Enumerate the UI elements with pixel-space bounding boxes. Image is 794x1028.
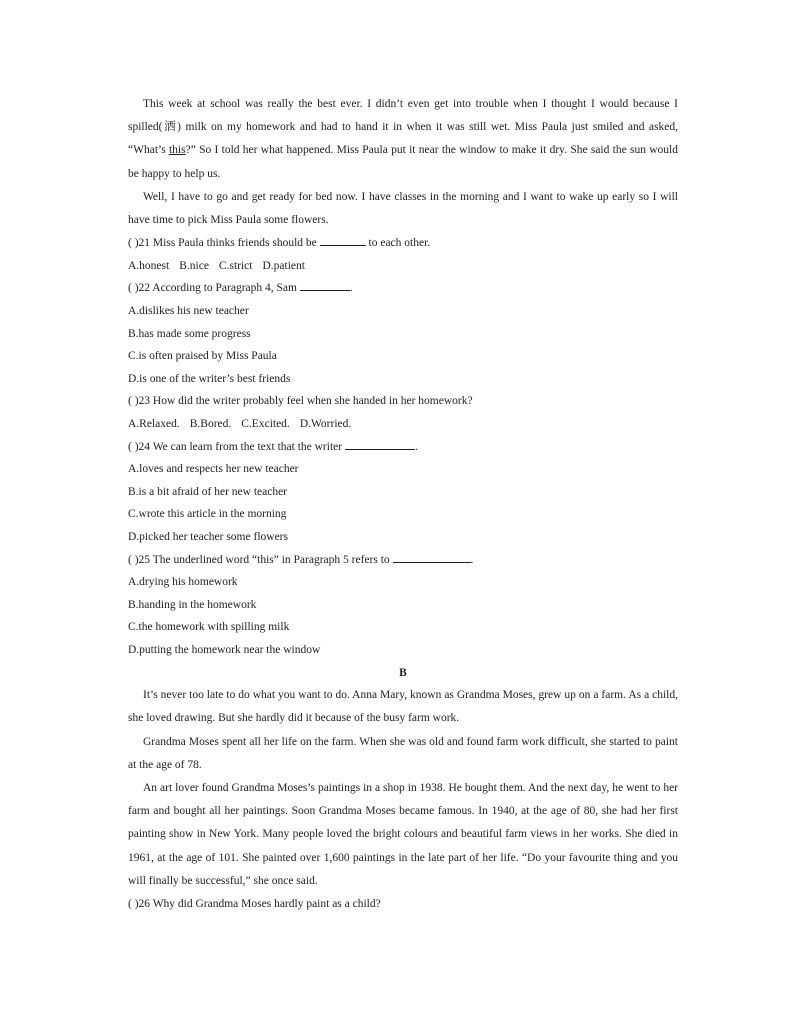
option: C.the homework with spilling milk xyxy=(128,621,290,634)
passage-paragraph: Grandma Moses spent all her life on the farm. When she was old and found farm work difficult, she started to paint at the age of 78. xyxy=(128,735,678,771)
question-26: ( )26 Why did Grandma Moses hardly paint as a child? xyxy=(128,897,381,910)
passage-paragraph: Well, I have to go and get ready for bed now. I have classes in the morning and I want to wake up early so I will have time to pick Miss Paula some flowers. xyxy=(128,190,678,227)
answer-blank xyxy=(393,552,471,563)
question-23-options: A.Relaxed. B.Bored. C.Excited. D.Worried. xyxy=(128,417,352,430)
option: D.putting the homework near the window xyxy=(128,643,321,656)
section-heading: B xyxy=(399,666,407,679)
option: C.is often praised by Miss Paula xyxy=(128,350,277,363)
option: B.has made some progress xyxy=(128,327,251,340)
question-21-options: A.honest B.nice C.strict D.patient xyxy=(128,259,305,272)
option: D.is one of the writer’s best friends xyxy=(128,372,291,385)
question-22: ( )22 According to Paragraph 4, Sam . xyxy=(128,282,353,295)
answer-blank xyxy=(300,280,350,291)
option: A.drying his homework xyxy=(128,576,238,589)
passage-paragraph: An art lover found Grandma Moses’s paintings in a shop in 1938. He bought them. And the next day, he went to her farm and bought all her paintings. Soon Grandma Moses became famous. In 1940, at the age of 80, she had her first painting show in New York. Many people loved the bright colours and beautiful farm views in her works. She died in 1961, at the age of 101. She painted over 1,600 paintings in the late part of her life. “Do your favourite thing and you will finally be successful,” she once said. xyxy=(128,781,678,887)
question-23: ( )23 How did the writer probably feel when she handed in her homework? xyxy=(128,395,473,408)
option: C.wrote this article in the morning xyxy=(128,508,287,521)
question-25: ( )25 The underlined word “this” in Paragraph 5 refers to . xyxy=(128,553,474,566)
answer-blank xyxy=(320,235,366,246)
passage-paragraph: It’s never too late to do what you want to do. Anna Mary, known as Grandma Moses, grew up on a farm. As a child, she loved drawing. But she hardly did it because of the busy farm work. xyxy=(128,689,678,725)
question-21: ( )21 Miss Paula thinks friends should be to each other. xyxy=(128,237,431,250)
option: A.dislikes his new teacher xyxy=(128,305,249,317)
question-24: ( )24 We can learn from the text that the writer . xyxy=(128,440,418,453)
option: D.picked her teacher some flowers xyxy=(128,530,288,543)
option: B.handing in the homework xyxy=(128,598,257,611)
exam-page xyxy=(128,93,678,916)
option: A.loves and respects her new teacher xyxy=(128,463,299,476)
option: B.is a bit afraid of her new teacher xyxy=(128,485,288,498)
underlined-word: this xyxy=(168,144,186,157)
passage-paragraph: This week at school was really the best ever. I didn’t even get into trouble when I thought I would because I spilled(洒) milk on my homework and had to hand it in when it was still wet. Miss Paula just smiled and asked, “What’s this?” So I told her what happened. Miss Paula put it near the window to make it dry. She said the sun would be happy to help us. xyxy=(128,98,678,180)
answer-blank xyxy=(345,439,415,450)
